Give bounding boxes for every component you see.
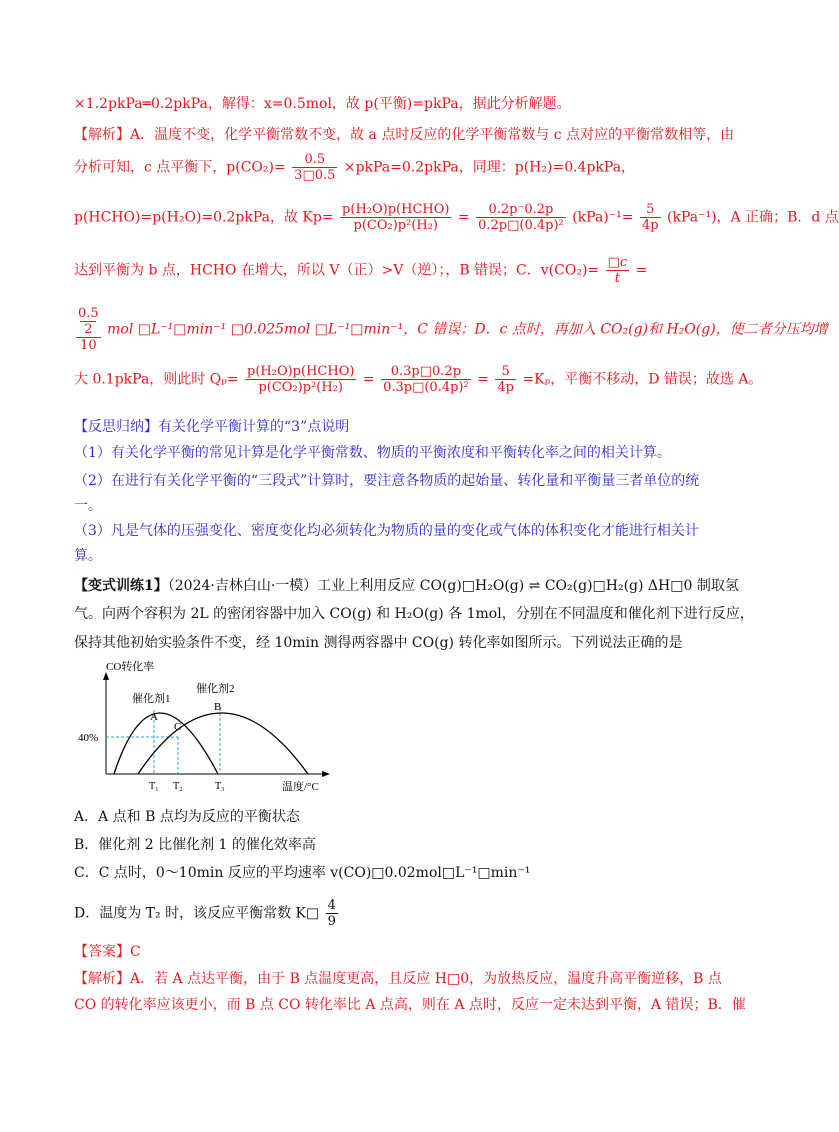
qp-result: =Kₚ，平衡不移动，D 错误；故选 A。 — [522, 371, 763, 388]
frac-den: p(CO₂)p²(H₂) — [353, 218, 439, 233]
solution-line-1: ×1.2pkPa═0.2pkPa，解得：x=0.5mol，故 p(平衡)=pkPa，据此分析解题。 — [74, 96, 571, 112]
nested-top-value: 0.5 — [78, 306, 99, 321]
option-c: C．C 点时，0～10min 反应的平均速率 v(CO)□0.02mol□L⁻¹□min⁻¹ — [74, 865, 531, 881]
x-axis-arrow — [322, 771, 330, 777]
kp-result: (kPa⁻¹)，A 正确；B．d 点 — [666, 209, 839, 226]
frac-num: p(H₂O)p(HCHO) — [342, 202, 450, 217]
x-axis-label: 温度/°C — [282, 781, 319, 793]
pco2-result: ×pkPa=0.2pkPa，同理：p(H₂)=0.4pkPa， — [343, 159, 636, 176]
exercise-text: （2024·吉林白山·一模）工业上利用反应 CO(g)□H₂O(g) ⇌ CO₂(g)□H₂(g) ΔH□0 制取氢 — [167, 578, 739, 594]
frac-num: □c — [607, 255, 628, 270]
equals: = — [457, 209, 470, 226]
frac-den: p(CO₂)p²(H₂) — [258, 380, 343, 395]
frac-den: 0.2p□(0.4p)² — [478, 218, 564, 233]
analysis-tag: 【解析】 — [74, 127, 130, 143]
equals: = — [635, 262, 648, 279]
exercise-tag: 【变式训练1】 — [74, 578, 168, 594]
frac-num: 0.2p⁻0.2p — [476, 202, 566, 218]
frac-den: 10 — [76, 337, 101, 353]
reflection-point-1: （1）有关化学平衡的常见计算是化学平衡常数、物质的平衡浓度和平衡转化率之间的相关计算。 — [74, 445, 671, 461]
t3-label: T₃ — [215, 781, 225, 792]
explanation-text: A．若 A 点达平衡，由于 B 点温度更高，且反应 H□0，为放热反应，温度升高平衡逆移，B 点 — [130, 971, 722, 987]
catalyst-1-curve — [114, 713, 218, 774]
option-b: B．催化剂 2 比催化剂 1 的催化效率高 — [74, 837, 316, 853]
frac-num: 5 — [495, 364, 516, 380]
fraction-rate — [606, 255, 630, 286]
t1-label: T₁ — [149, 781, 159, 792]
solution-line-6 — [74, 306, 828, 353]
reflection-title: 【反思归纳】有关化学平衡计算的“3”点说明 — [74, 419, 350, 435]
point-a-label: A — [150, 711, 158, 723]
explanation-line-1 — [74, 970, 722, 988]
frac-num: 4 — [327, 898, 336, 913]
solution-line-5 — [74, 255, 647, 286]
frac-num: p(H₂O)p(HCHO) — [247, 364, 355, 379]
frac-den: 3□0.5 — [294, 168, 336, 183]
frac-den: t — [614, 271, 620, 286]
catalyst-2-curve — [138, 713, 308, 774]
fraction-qp-2 — [381, 364, 471, 395]
solution-line-7: 大 0.1pkPa，则此时 Qₚ= $\frac{\text{p(H₂O)p(HCHO)}}{\text{p(CO₂)p²(H₂)}}$ = $\frac{0.3p□0.2p}{\text{0.3p□(0.4p)²}}$ = $\frac{5}{4p}$ =Kₚ，平衡不移动，D 错误；故选 A。 — [74, 364, 763, 395]
catalyst-2-label: 催化剂2 — [196, 683, 235, 695]
point-c-label: C — [174, 721, 182, 733]
reflection-point-2: （2）在进行有关化学平衡的“三段式”计算时，要注意各物质的起始量、转化量和平衡量三者单位的统 — [74, 473, 700, 489]
exercise-line-2: 气。向两个容积为 2L 的密闭容器中加入 CO(g) 和 H₂O(g) 各 1mol，分别在不同温度和催化剂下进行反应， — [74, 606, 754, 622]
fraction-nested — [76, 306, 101, 353]
option-a: A．A 点和 B 点均为反应的平衡状态 — [74, 809, 300, 825]
y-40-label: 40% — [78, 732, 99, 744]
frac-den: 4p — [497, 380, 514, 395]
fraction-qp-3 — [495, 364, 516, 395]
point-b-label: B — [214, 701, 222, 713]
nested-mid-value: 2 — [80, 321, 96, 337]
exercise-line-1 — [74, 577, 739, 595]
frac-num: 5 — [640, 202, 661, 218]
fraction-pco2 — [292, 152, 337, 183]
qp-label: 大 0.1pkPa，则此时 Qₚ= — [74, 371, 239, 388]
fraction-kp-1 — [340, 202, 451, 233]
pco2-label: 分析可知，c 点平衡下，p(CO₂)= — [74, 159, 286, 176]
y-axis-label: CO转化率 — [106, 661, 155, 673]
t2-label: T₂ — [173, 781, 183, 792]
kp-label: p(HCHO)=p(H₂O)=0.2pkPa，故 Kp= — [74, 209, 334, 226]
kp-unit: (kPa)⁻¹= — [572, 209, 634, 226]
frac-den: 9 — [327, 914, 336, 929]
frac-den: 4p — [641, 218, 659, 233]
fraction-qp-1 — [245, 364, 356, 395]
answer-line: 【答案】C — [74, 944, 141, 960]
fraction-kp-3 — [640, 202, 661, 233]
y-axis-arrow — [103, 672, 109, 680]
explanation-tag: 【解析】 — [74, 971, 130, 987]
rate-label: 达到平衡为 b 点，HCHO 在增大，所以 V（正）>V（逆）；，B 错误；C．v(CO₂)= — [74, 262, 600, 279]
fraction-k — [326, 898, 338, 929]
rate-result: mol □L⁻¹□min⁻¹ □0.025mol □L⁻¹□min⁻¹，C 错误；D．c 点时，再加入 CO₂(g)和 H₂O(g)，使二者分压均增 — [107, 321, 828, 338]
explanation-line-2: CO 的转化率应该更小，而 B 点 CO 转化率比 A 点高，则在 A 点时，反应一定未达到平衡，A 错误；B．催 — [74, 997, 746, 1013]
solution-line-2 — [74, 126, 734, 144]
option-d-text: D．温度为 T₂ 时，该反应平衡常数 K□ — [74, 905, 320, 922]
frac-num: 0.5 — [292, 152, 337, 168]
nested-top — [76, 306, 101, 337]
solution-line-4 — [74, 202, 839, 233]
analysis-text: A．温度不变，化学平衡常数不变，故 a 点时反应的化学平衡常数与 c 点对应的平衡常数相等，由 — [130, 127, 735, 143]
reflection-point-3: （3）凡是气体的压强变化、密度变化均必须转化为物质的量的变化或气体的体积变化才能进行相关计 — [74, 523, 699, 539]
frac-den: 0.3p□(0.4p)² — [383, 380, 469, 395]
exercise-line-3: 保持其他初始实验条件不变，经 10min 测得两容器中 CO(g) 转化率如图所示。下列说法正确的是 — [74, 635, 683, 651]
frac-num: 0.3p□0.2p — [381, 364, 471, 380]
fraction-kp-2 — [476, 202, 566, 233]
option-d — [74, 898, 340, 929]
conversion-rate-figure — [78, 661, 336, 804]
solution-line-3 — [74, 152, 635, 183]
reflection-point-2-cont: 一。 — [74, 498, 102, 514]
catalyst-1-label: 催化剂1 — [132, 693, 171, 705]
reflection-point-3-cont: 算。 — [74, 548, 102, 564]
